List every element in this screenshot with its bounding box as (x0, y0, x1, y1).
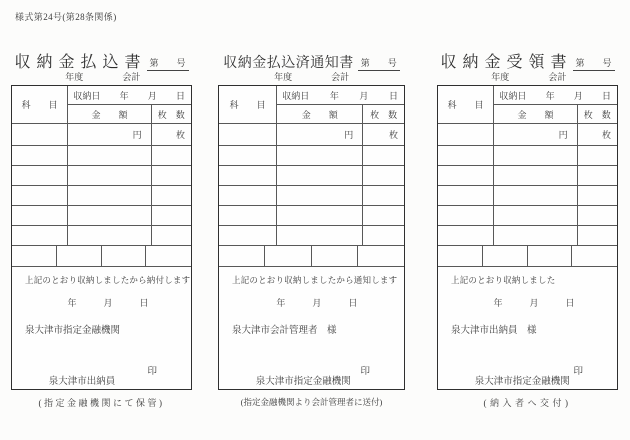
year-account-row (218, 71, 405, 85)
month-unit-label: 月 (573, 90, 583, 101)
table-empty-cell (12, 206, 68, 226)
table-empty-cell (152, 226, 191, 246)
form-title-row (218, 48, 405, 71)
account-label: 会計 (122, 72, 141, 82)
signer-name: 泉大津市指定金融機関 (474, 377, 570, 387)
table-empty-cell (219, 186, 277, 206)
table-empty-cell (219, 226, 277, 246)
table-empty-cell (219, 124, 277, 146)
table-empty-cell (152, 146, 191, 166)
fiscal-year-label: 年度 (65, 72, 84, 82)
total-row-cell (57, 246, 102, 266)
collection-date-label: 収納日 (499, 90, 527, 101)
table-empty-cell (363, 146, 404, 166)
table-empty-cell (219, 206, 277, 226)
yen-unit-cell: 円 (277, 124, 363, 146)
table-empty-cell (68, 226, 151, 246)
signer-line (451, 363, 617, 407)
table-empty-cell (494, 166, 577, 186)
table-empty-cell (68, 166, 151, 186)
statement-text: 上記のとおり収納しましたから通知します (232, 275, 398, 285)
form-title: 収納金受領書 (440, 54, 573, 71)
statement-text: 上記のとおり収納しましたから納付します (25, 275, 191, 285)
date-line: 年 月 日 (493, 298, 575, 308)
month-unit-label: 月 (147, 90, 157, 101)
total-row-cell (358, 246, 404, 266)
form-table-box (218, 85, 405, 390)
table-empty-cell (438, 226, 494, 246)
fiscal-year-label: 年度 (274, 72, 293, 82)
table-empty-cell (494, 206, 577, 226)
form-title-row (11, 48, 192, 71)
table-empty-cell (494, 226, 577, 246)
year-unit-label: 年 (329, 90, 339, 101)
table-empty-cell (578, 146, 617, 166)
yen-unit-cell: 円 (68, 124, 151, 146)
sheets-unit-cell: 枚 (152, 124, 191, 146)
count-column-header: 枚 数 (152, 105, 191, 124)
table-empty-cell (578, 226, 617, 246)
table-empty-cell (68, 206, 151, 226)
form-title: 収納金払込済通知書 (223, 56, 354, 71)
total-row-cell (528, 246, 573, 266)
seal-label: 印 (147, 367, 157, 377)
form-style-label: 様式第24号(第28条関係) (15, 12, 117, 22)
table-empty-cell (152, 166, 191, 186)
table-empty-cell (578, 206, 617, 226)
amount-column-header: 金 額 (494, 105, 577, 124)
table-empty-cell (578, 186, 617, 206)
subject-column-header: 科 目 (438, 86, 494, 124)
table-empty-cell (219, 166, 277, 186)
table-empty-cell (12, 166, 68, 186)
count-column-header: 枚 数 (578, 105, 617, 124)
seal-label: 印 (573, 367, 583, 377)
table-empty-cell (438, 146, 494, 166)
table-empty-cell (438, 186, 494, 206)
table-empty-cell (12, 146, 68, 166)
total-row-cell (102, 246, 147, 266)
form-number-label: 第 号 (147, 57, 189, 71)
form-footer (12, 267, 191, 387)
table-empty-cell (438, 166, 494, 186)
count-column-header: 枚 数 (363, 105, 404, 124)
form-receipt (437, 48, 618, 409)
distribution-caption: (指定金融機関より会計管理者に送付) (240, 397, 383, 407)
year-account-row (437, 71, 618, 85)
table-empty-cell (219, 146, 277, 166)
table-empty-cell (363, 206, 404, 226)
day-unit-label: 日 (388, 90, 398, 101)
seal-label: 印 (360, 367, 370, 377)
total-row-cell (219, 246, 265, 266)
table-empty-cell (363, 226, 404, 246)
table-empty-cell (12, 124, 68, 146)
total-row-cell (12, 246, 57, 266)
collection-date-header (494, 86, 617, 105)
form-table (12, 86, 191, 246)
table-empty-cell (152, 186, 191, 206)
sheets-unit-cell: 枚 (363, 124, 404, 146)
form-footer (219, 267, 404, 387)
total-row-cell (146, 246, 191, 266)
total-row-cell (438, 246, 483, 266)
collection-date-label: 収納日 (73, 90, 101, 101)
distribution-caption: (指定金融機関にて保管) (38, 398, 165, 408)
table-empty-cell (277, 186, 363, 206)
total-row (219, 246, 404, 267)
total-row (12, 246, 191, 267)
table-empty-cell (578, 166, 617, 186)
subject-column-header: 科 目 (219, 86, 277, 124)
table-empty-cell (277, 226, 363, 246)
total-row-cell (265, 246, 311, 266)
form-number-label: 第 号 (573, 57, 615, 71)
addressee-line: 泉大津市指定金融機関 (25, 326, 121, 336)
signer-line (232, 363, 404, 407)
statement-text: 上記のとおり収納しました (451, 275, 556, 285)
signer-line (25, 363, 191, 407)
fiscal-year-label: 年度 (491, 72, 510, 82)
form-table (438, 86, 617, 246)
total-row-cell (483, 246, 528, 266)
yen-unit-cell: 円 (494, 124, 577, 146)
table-empty-cell (68, 146, 151, 166)
table-empty-cell (277, 146, 363, 166)
collection-date-header (68, 86, 191, 105)
form-title: 収納金払込書 (14, 54, 147, 71)
year-account-row (11, 71, 192, 85)
form-title-row (437, 48, 618, 71)
collection-date-label: 収納日 (282, 90, 310, 101)
table-empty-cell (438, 124, 494, 146)
table-empty-cell (12, 186, 68, 206)
day-unit-label: 日 (601, 90, 611, 101)
table-empty-cell (277, 166, 363, 186)
day-unit-label: 日 (175, 90, 185, 101)
table-empty-cell (277, 206, 363, 226)
addressee-line: 泉大津市出納員 様 (451, 326, 537, 336)
subject-column-header: 科 目 (12, 86, 68, 124)
form-footer (438, 267, 617, 387)
form-payment-slip (11, 48, 192, 409)
signer-name: 泉大津市出納員 (48, 377, 116, 387)
collection-date-header (277, 86, 404, 105)
year-unit-label: 年 (545, 90, 555, 101)
table-empty-cell (494, 186, 577, 206)
sheets-unit-cell: 枚 (578, 124, 617, 146)
date-line: 年 月 日 (276, 298, 358, 308)
table-empty-cell (12, 226, 68, 246)
table-empty-cell (438, 206, 494, 226)
month-unit-label: 月 (359, 90, 369, 101)
table-empty-cell (363, 166, 404, 186)
account-label: 会計 (548, 72, 567, 82)
date-line: 年 月 日 (67, 298, 149, 308)
table-empty-cell (68, 186, 151, 206)
form-table-box (437, 85, 618, 390)
form-paid-notice (218, 48, 405, 408)
form-table-box (11, 85, 192, 390)
total-row-cell (572, 246, 617, 266)
form-table (219, 86, 404, 246)
distribution-caption: (納入者へ交付) (483, 398, 572, 408)
signer-name: 泉大津市指定金融機関 (255, 377, 351, 387)
account-label: 会計 (331, 72, 350, 82)
addressee-line: 泉大津市会計管理者 様 (232, 326, 337, 336)
amount-column-header: 金 額 (277, 105, 363, 124)
total-row-cell (312, 246, 358, 266)
total-row (438, 246, 617, 267)
table-empty-cell (152, 206, 191, 226)
amount-column-header: 金 額 (68, 105, 151, 124)
table-empty-cell (363, 186, 404, 206)
year-unit-label: 年 (119, 90, 129, 101)
table-empty-cell (494, 146, 577, 166)
form-number-label: 第 号 (358, 57, 400, 71)
